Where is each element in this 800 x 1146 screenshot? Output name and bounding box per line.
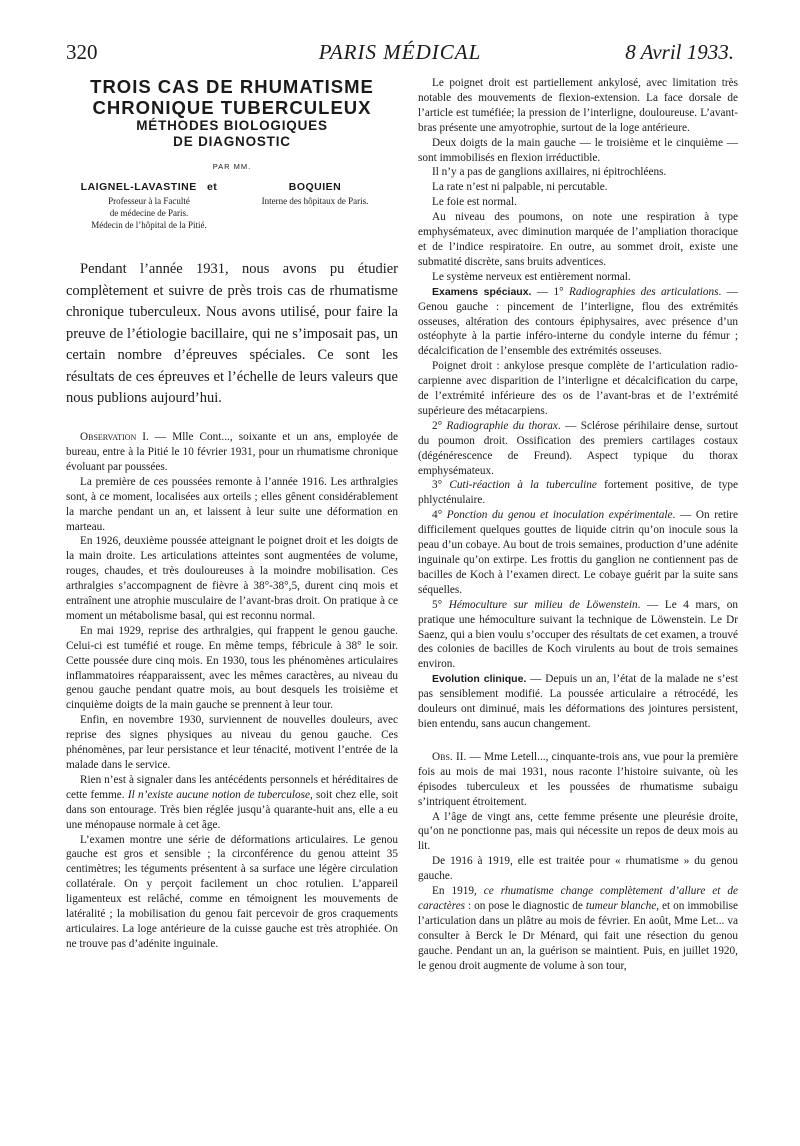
observation-2-paragraph (418, 750, 738, 810)
author-1-name: LAIGNEL-LAVASTINE (80, 180, 197, 193)
author-1-affiliation-2: de médecine de Paris. (109, 207, 189, 218)
right-column (418, 76, 738, 1124)
title-line-2: CHRONIQUE TUBERCULEUX (92, 97, 372, 118)
paragraph: De 1916 à 1919, elle est traitée pour « rhumatisme » du genou gauche. (418, 855, 738, 883)
italic-run: tumeur blanche (585, 899, 657, 912)
paragraph (418, 884, 738, 973)
article-title (66, 76, 398, 150)
paragraph: En mai 1929, reprise des arthralgies, qui frappent le genou gauche. Celui-ci est tuméfié et rouge. En même temps, fébricule à 38° le soir. Cette poussée dure cinq mois. En 1930, tous les phénomènes articulaires inflammatoires réapparaissent, avec les mêmes caractères, au niveau du genou gauche pendant quatre mois, au bout desquels les troisième et cinquième doigts de la main gauche se prennent à leur tour. (66, 624, 398, 712)
abstract (66, 259, 398, 410)
author-2-name: BOQUIEN (288, 180, 342, 193)
abstract-paragraph: Pendant l’année 1931, nous avons pu étudier complètement et suivre de près trois cas de rhumatisme chronique tuberculeux. Nous avons utilisé, pour faire la preuve de l’étiologie bacillaire, qui ne s’imposait pas, un certain nombre d’épreuves spéciales. Ce sont les résultats de ces épreuves et l’échelle de leurs valeurs que nous publions aujourd’hui. (66, 260, 398, 407)
text-run: 3° (432, 479, 450, 492)
paragraph: A l’âge de vingt ans, cette femme présente une pleurésie droite, qu’on ne ponctionne pas, mais qui nécessite un repos de deux mois au lit. (418, 810, 738, 853)
paragraph (66, 773, 398, 833)
left-body-text (66, 430, 398, 952)
subtitle-line-2: DE DIAGNOSTIC (173, 134, 291, 149)
paragraph: En 1926, deuxième poussée atteignant le poignet droit et les doigts de la main droite. Les articulations atteintes sont augmentées de volume, rouges, chaudes, et très douloureuses à la moindre mobilisation. Ces arthralgies s’accompagnent de fièvre à 38°-38°,5, durent cinq mois et entraînent une atrophie musculaire de l’avant-bras droit. On pratique à ce moment un métabolisme basal, qui est reconnu normal. (66, 535, 398, 622)
author-2-affiliation-1: Interne des hôpitaux de Paris. (261, 195, 369, 206)
text-run: En 1919, (432, 885, 484, 898)
text-run: — Depuis un an, l’état de la malade ne s’est pas sensiblement modifié. La poussée articulaire a rétrocédé, les douleurs ont diminué, mais les déformations des jointures persistent, bien entendu, sans aucun changement. (418, 673, 738, 730)
text-run: 5° (432, 598, 449, 611)
left-column (66, 76, 398, 1124)
paragraph (418, 478, 738, 508)
italic-run: Radiographie du thorax (446, 419, 558, 432)
clinical-evolution-paragraph (418, 672, 738, 732)
special-exams-paragraph (418, 285, 738, 360)
paragraph: Poignet droit : ankylose presque complète de l’articulation radio-carpienne avec disparition de l’interligne et décalcification du carpe, de l’extrémité inférieure des os de l’avant-bras et de l’extrémité supérieure des métacarpiens. (418, 360, 738, 417)
section-gap (418, 732, 738, 750)
text-run: 2° (432, 419, 447, 432)
text-run: . — Genou gauche : pincement de l’interligne, flou des extrémités osseuses, altération des contours épiphysaires, avec présence d’un ostéophyte à la partie inféro-interne du condyle interne du fémur ; décalcification de l’ensemble des extrémités osseuses. (418, 285, 738, 358)
author-conjunction: et (206, 180, 218, 193)
paragraph (418, 598, 738, 673)
text-run: . — Le 4 mars, on pratique une hémoculture suivant la technique de Löwenstein. Le Dr Saenz, qui a bien voulu s’occuper des résultats de cet examen, a trouvé des colonies de bacilles de Koch virulents au bout de trois semaines environ. (418, 598, 738, 671)
observation-2-label: Obs. II. (432, 750, 467, 763)
running-header (66, 40, 734, 70)
paragraph (418, 419, 738, 479)
text-run: : on pose le diagnostic de (465, 899, 586, 912)
page-number: 320 (66, 40, 98, 64)
author-2 (232, 179, 398, 231)
italic-run: Hémoculture sur milieu de Löwenstein (448, 598, 638, 611)
italic-run: Radiographies des articulations (569, 285, 719, 298)
journal-title: PARIS MÉDICAL (318, 40, 482, 64)
text-run: . — On retire difficilement quelques gouttes de liquide citrin qu’on inocule sous la peau d’un cobaye. Au bout de trois semaines, production d’une adénite inguinale qu’on extirpe. Les frottis du ganglion ne contiennent pas de bacilles de Koch à l’examen direct. Le cobaye guérit par la suite sans séquelles. (418, 509, 738, 596)
title-line-1: TROIS CAS DE RHUMATISME (90, 76, 374, 97)
author-1-affiliation-1: Professeur à la Faculté (108, 195, 190, 206)
paragraph: Le poignet droit est partiellement ankylosé, avec limitation très notable des mouvements de flexion-extension. La face dorsale de l’article est tuméfiée; la pression de l’interligne, douloureuse. L’avant-bras présente une amyotrophie, surtout de la loge antérieure. (418, 77, 738, 134)
text-run: , et on immobilise l’articulation dans un plâtre au mois de février. En août, Mme Let... va consulter à Berck le Dr Ménard, qui fait une résection du genou gauche. Pendant un an, la guérison se maintient. Puis, en juillet 1920, le genou droit augmente de volume à son tour, (418, 899, 738, 972)
byline-prefix: PAR MM. (212, 162, 252, 171)
italic-run: ce rhumatisme change complètement d’allure et de caractères (418, 885, 738, 912)
authors (66, 179, 398, 231)
author-1 (66, 179, 232, 231)
paragraph: Il n’y a pas de ganglions axillaires, ni épitrochléens. (432, 166, 667, 179)
italic-run: Il n’existe aucune notion de tuberculose (127, 788, 310, 801)
subtitle-line-1: MÉTHODES BIOLOGIQUES (136, 118, 328, 133)
paragraph: Le système nerveux est entièrement normal. (432, 270, 631, 283)
text-run: fortement positive, de type phlycténulaire. (418, 479, 738, 507)
paragraph: L’examen montre une série de déformations articulaires. Le genou gauche est gros et sensible ; la circonférence du genou atteint 35 centimètres; les téguments présentent à sa surface une légère circulation collatérale. On y perçoit facilement un choc rotulien. L’appareil ligamenteux est relâché, comme en témoignent les mouvements de latéralité ; la mobilisation du genou fait percevoir de gros craquements articulaires. La loge antérieure de la cuisse gauche est très atrophiée. On ne trouve pas d’adénite inguinale. (66, 833, 398, 950)
text-run: 4° (432, 509, 447, 522)
paragraph: La rate n’est ni palpable, ni percutable. (432, 181, 608, 194)
section-heading: Evolution clinique. (432, 673, 527, 686)
observation-1-text: — Mlle Cont..., soixante et un ans, employée de bureau, entre à la Pitié le 10 février 1931, pour un rhumatisme chronique évoluant par poussées. (66, 431, 398, 473)
paragraph: Le foie est normal. (432, 196, 517, 209)
author-1-affiliation-3: Médecin de l’hôpital de la Pitié. (91, 219, 207, 230)
observation-1-label: Observation I. (80, 431, 149, 444)
observation-1-paragraph (66, 430, 398, 475)
paragraph: Au niveau des poumons, on note une respiration à type emphysémateux, avec diminution marquée de l’ampliation thoracique et de l’indice respiratoire. En outre, au sommet droit, existe une submatité discrète, sans bruits adventices. (418, 211, 738, 268)
paragraph (418, 508, 738, 597)
section-heading: Examens spéciaux. (432, 285, 532, 298)
issue-date: 8 Avril 1933. (625, 40, 734, 64)
paragraph: Deux doigts de la main gauche — le troisième et le cinquième — sont immobilisés en flexion irréductible. (418, 136, 738, 164)
observation-2-text: — Mme Letell..., cinquante-trois ans, vue pour la première fois au mois de mai 1931, nous raconte l’histoire suivante, où les épisodes tuberculeux et les poussées de rhumatisme subaigu s’intriquent étroitement. (418, 750, 738, 808)
paragraph: La première de ces poussées remonte à l’année 1916. Les arthralgies sont, à ce moment, localisées aux orteils ; elles gênent considérablement la marche pendant un an, et laissent à leur suite une déformation en marteau. (66, 475, 398, 533)
text-run: — 1° (531, 285, 570, 298)
text-run: , soit chez elle, soit dans son entourage. Très bien réglée jusqu’à quarante-huit ans, elle a eu une ménopause normale à cet âge. (66, 788, 398, 831)
text-run: Rien n’est à signaler dans les antécédents personnels et héréditaires de cette femme. (66, 773, 398, 801)
paragraph: Enfin, en novembre 1930, surviennent de nouvelles douleurs, avec reprise des signes physiques au niveau du genou gauche. Ces phénomènes, par leur persistance et leur ténacité, motivent l’entrée de la malade dans le service. (66, 714, 398, 771)
italic-run: Cuti-réaction à la tuberculine (449, 479, 597, 492)
italic-run: Ponction du genou et inoculation expérimentale (446, 509, 673, 522)
text-run: . — Sclérose périhilaire dense, surtout du poumon droit. Ossification des premiers cartilages costaux (dégénérescence de Freund). Aspect typique du thorax emphysémateux. (418, 419, 738, 477)
